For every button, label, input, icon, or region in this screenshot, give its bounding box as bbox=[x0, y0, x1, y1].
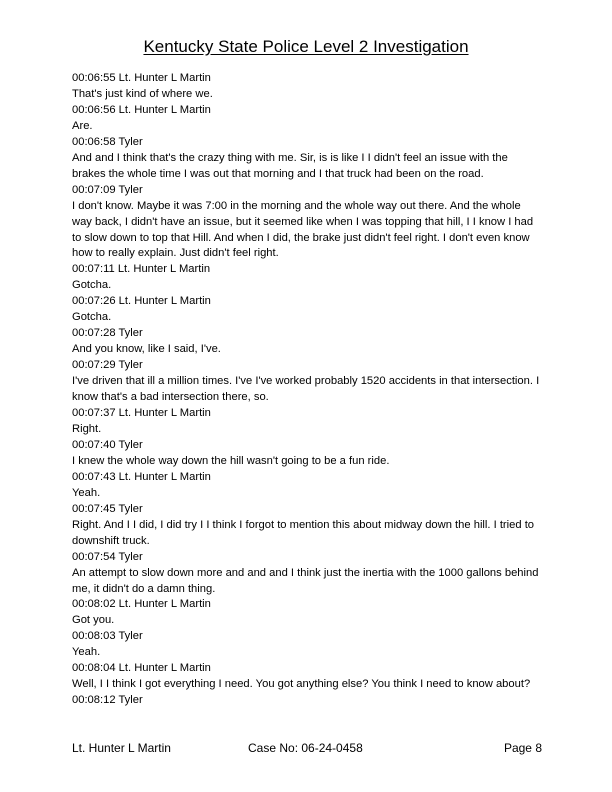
transcript-entry bbox=[72, 502, 542, 550]
speaker-line: 00:07:54 Tyler bbox=[72, 550, 143, 563]
transcript-entry bbox=[72, 470, 542, 502]
page-footer bbox=[72, 740, 542, 756]
transcript-entry bbox=[72, 71, 542, 103]
speaker-line: 00:08:12 Tyler bbox=[72, 694, 143, 707]
transcript-entry bbox=[72, 326, 542, 358]
page-title: Kentucky State Police Level 2 Investigation bbox=[143, 37, 469, 56]
footer-case-number: Case No: 06-24-0458 bbox=[248, 741, 363, 755]
footer-page-number: Page 8 bbox=[503, 741, 542, 755]
speaker-line: 00:07:37 Lt. Hunter L Martin bbox=[72, 407, 211, 420]
utterance-text: And and I think that's the crazy thing with me. Sir, is is like I I didn't feel an issue with the brakes the whole time I was out that morning and I that truck had been on the road. bbox=[72, 151, 508, 180]
speaker-line: 00:07:29 Tyler bbox=[72, 359, 143, 372]
utterance-text: Are. bbox=[72, 119, 93, 132]
transcript-entry bbox=[72, 135, 542, 183]
utterance-text: Right. And I I did, I did try I I think I forgot to mention this about midway down the hill. I tried to downshift truck. bbox=[72, 518, 535, 547]
footer-officer: Lt. Hunter L Martin bbox=[72, 741, 171, 755]
transcript bbox=[72, 71, 542, 709]
speaker-line: 00:07:09 Tyler bbox=[72, 183, 143, 196]
speaker-line: 00:06:56 Lt. Hunter L Martin bbox=[72, 103, 211, 116]
utterance-text: Well, I I think I got everything I need. You got anything else? You think I need to know about? bbox=[72, 678, 531, 691]
utterance-text: I knew the whole way down the hill wasn't going to be a fun ride. bbox=[72, 454, 390, 467]
utterance-text: Gotcha. bbox=[72, 279, 112, 292]
speaker-line: 00:07:28 Tyler bbox=[72, 327, 143, 340]
speaker-line: 00:06:55 Lt. Hunter L Martin bbox=[72, 72, 211, 84]
transcript-entry bbox=[72, 183, 542, 263]
utterance-text: Got you. bbox=[72, 614, 115, 627]
utterance-text: That's just kind of where we. bbox=[72, 87, 213, 100]
transcript-entry bbox=[72, 693, 542, 709]
transcript-entry bbox=[72, 438, 542, 470]
transcript-entry bbox=[72, 294, 542, 326]
transcript-entry bbox=[72, 358, 542, 406]
utterance-text: And you know, like I said, I've. bbox=[72, 343, 221, 356]
speaker-line: 00:08:03 Tyler bbox=[72, 630, 143, 643]
transcript-entry bbox=[72, 629, 542, 661]
utterance-text: Right. bbox=[72, 422, 102, 435]
speaker-line: 00:07:26 Lt. Hunter L Martin bbox=[72, 295, 211, 308]
transcript-entry bbox=[72, 103, 542, 135]
utterance-text: Gotcha. bbox=[72, 311, 112, 324]
speaker-line: 00:07:43 Lt. Hunter L Martin bbox=[72, 470, 211, 483]
speaker-line: 00:08:04 Lt. Hunter L Martin bbox=[72, 662, 211, 675]
speaker-line: 00:07:45 Tyler bbox=[72, 502, 143, 515]
transcript-entry bbox=[72, 550, 542, 598]
utterance-text: I've driven that ill a million times. I've I've worked probably 1520 accidents in that intersection. I know that's a bad intersection there, so. bbox=[72, 375, 540, 404]
utterance-text: Yeah. bbox=[72, 486, 101, 499]
utterance-text: An attempt to slow down more and and and I think just the inertia with the 1000 gallons behind me, it didn't do a damn thing. bbox=[72, 566, 539, 595]
speaker-line: 00:08:02 Lt. Hunter L Martin bbox=[72, 598, 211, 611]
speaker-line: 00:07:11 Lt. Hunter L Martin bbox=[72, 263, 211, 276]
utterance-text: I don't know. Maybe it was 7:00 in the morning and the whole way out there. And the whole way back, I didn't have an issue, but it seemed like when I was topping that hill, I I know I had to slow down to top that Hill. And when I did, the brake just didn't feel right. I don't even know how to really explain. Just didn't feel right. bbox=[72, 199, 534, 260]
utterance-text: Yeah. bbox=[72, 646, 101, 659]
transcript-entry bbox=[72, 661, 542, 693]
speaker-line: 00:07:40 Tyler bbox=[72, 438, 143, 451]
transcript-entry bbox=[72, 406, 542, 438]
transcript-entry bbox=[72, 597, 542, 629]
speaker-line: 00:06:58 Tyler bbox=[72, 135, 143, 148]
transcript-entry bbox=[72, 262, 542, 294]
